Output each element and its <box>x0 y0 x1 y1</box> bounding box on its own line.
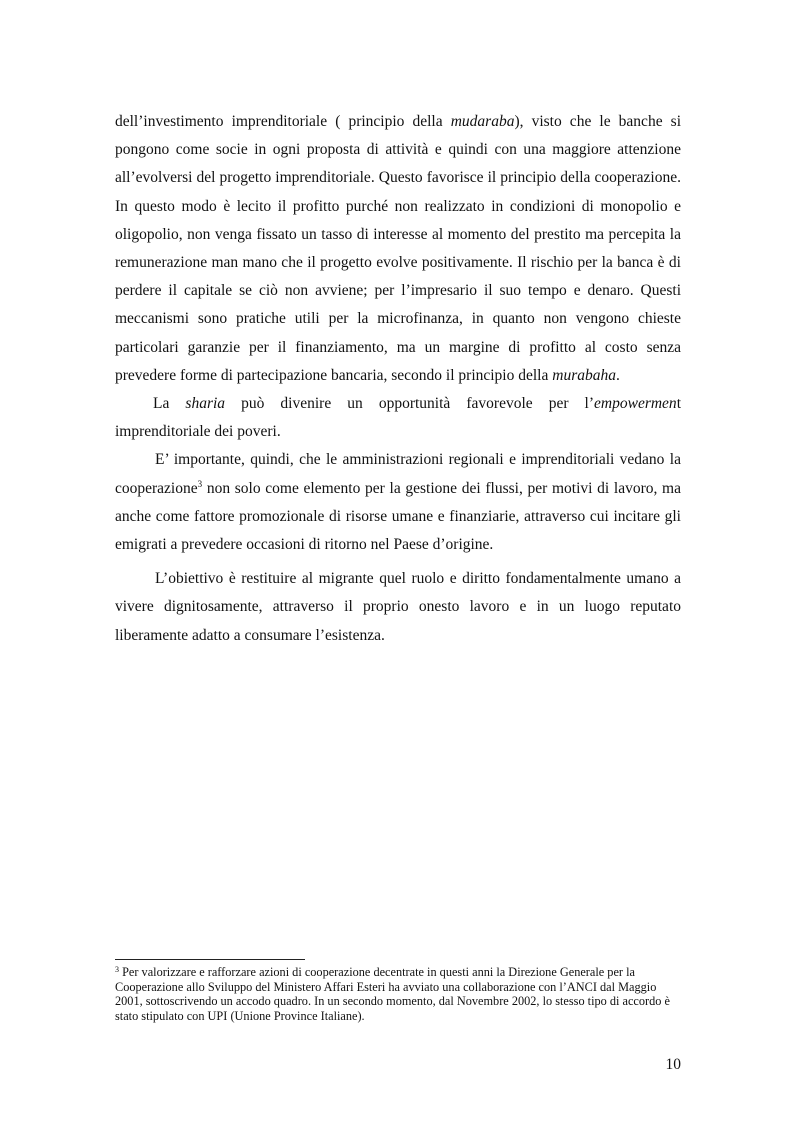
text-run: La <box>153 395 186 413</box>
page-number: 10 <box>665 1056 681 1073</box>
text-run: E’ importante, quindi, che le amministrazioni regionali e imprenditoriali vedano la cooperazione <box>115 451 681 497</box>
footnote-separator <box>115 959 305 960</box>
footnote <box>115 965 681 1023</box>
term-murabaha: murabaha <box>552 366 616 384</box>
term-mudaraba: mudaraba <box>450 113 515 130</box>
paragraph-sharia <box>115 390 681 446</box>
paragraph-cooperazione <box>115 446 681 559</box>
paragraph-obiettivo <box>115 565 681 650</box>
term-sharia: sharia <box>185 395 226 413</box>
text-run: dell’investimento imprenditoriale ( principio della <box>115 113 451 130</box>
text-run: . <box>615 366 620 384</box>
body-text <box>115 108 681 650</box>
term-empowerment: empowermen <box>594 395 677 413</box>
footnote-text: Per valorizzare e rafforzare azioni di cooperazione decentrate in questi anni la Direzione Generale per la Cooperazione allo Sviluppo del Ministero Affari Esteri ha avviato una collaborazione con l’ANCI dal Maggio 2001, sottoscrivendo un accodo quadro. In un secondo momento, dal Novembre 2002, lo stesso tipo di accordo è stato stipulato con UPI (Unione Province Italiane). <box>115 965 670 1023</box>
text-run: t imprenditoriale dei poveri. <box>115 395 681 441</box>
text-run: può divenire un opportunità favorevole per l’ <box>225 395 595 413</box>
paragraph-mudaraba <box>115 108 681 390</box>
footnote-marker: 3 <box>115 965 119 974</box>
text-run: ), visto che le banche si pongono come socie in ogni proposta di attività e quindi con una maggiore attenzione all’evolversi del progetto imprenditoriale. Questo favorisce il principio della cooperazione. In questo modo è lecito il profitto purché non realizzato in condizioni di monopolio e oligopolio, non venga fissato un tasso di interesse al momento del prestito ma percepita la remunerazione man mano che il progetto evolve positivamente. Il rischio per la banca è di perdere il capitale se ciò non avviene; per l’impresario il suo tempo e denaro. Questi meccanismi sono pratiche utili per la microfinanza, in quanto non vengono chieste particolari garanzie per il finanziamento, ma un margine di profitto al costo senza prevedere forme di partecipazione bancaria, secondo il principio della <box>115 113 681 384</box>
footnote-reference[interactable]: 3 <box>197 478 203 489</box>
text-run: L’obiettivo è restituire al migrante quel ruolo e diritto fondamentalmente umano a vivere dignitosamente, attraverso il proprio onesto lavoro e in un luogo reputato liberamente adatto a consumare l’esistenza. <box>115 570 681 644</box>
text-run: non solo come elemento per la gestione dei flussi, per motivi di lavoro, ma anche come fattore promozionale di risorse umane e finanziarie, attraverso cui incitare gli emigrati a prevedere occasioni di ritorno nel Paese d’origine. <box>115 479 681 554</box>
